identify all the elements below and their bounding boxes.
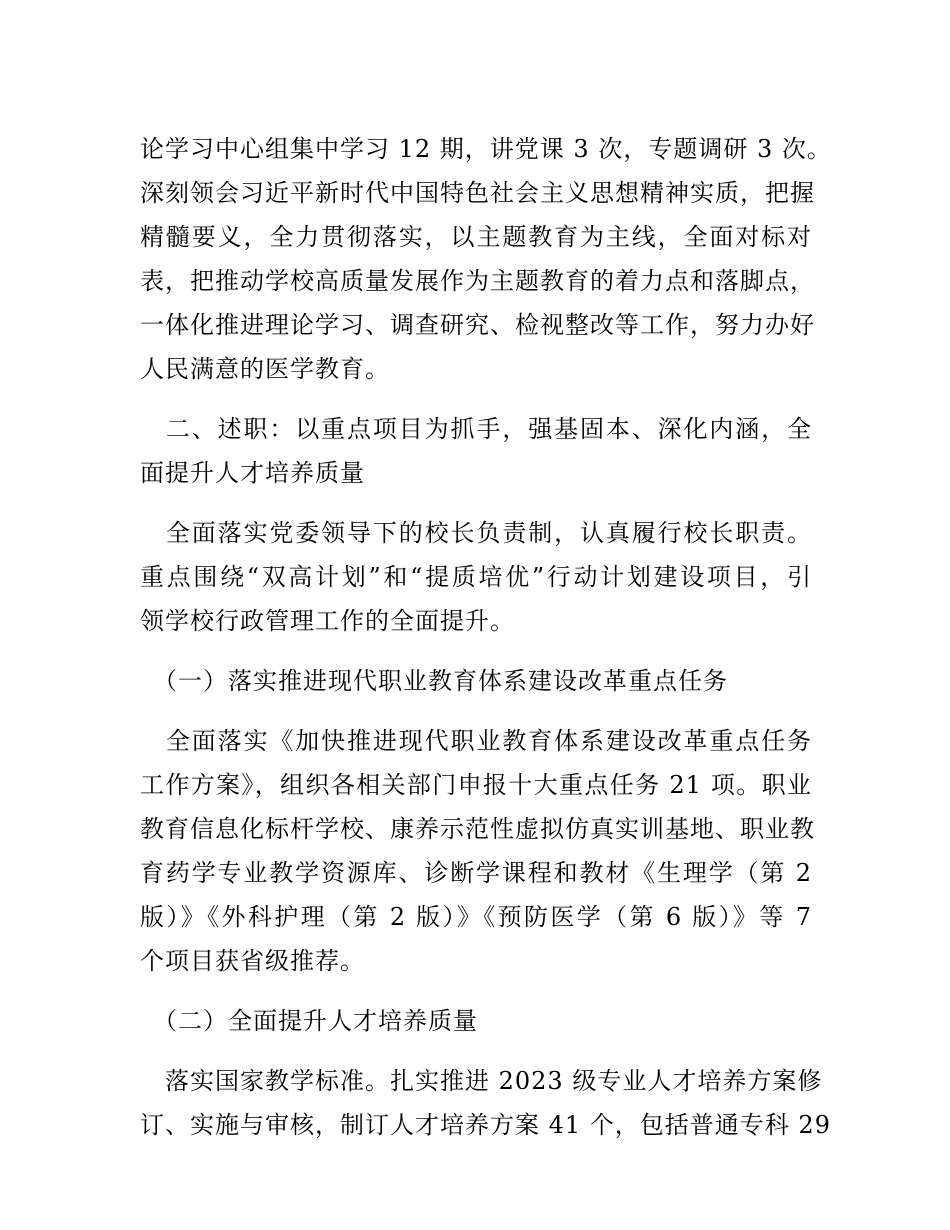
paragraph-spacer <box>140 1043 812 1059</box>
text-line: 教育信息化标杆学校、康养示范性虚拟仿真实训基地、职业教 <box>140 815 815 843</box>
subheading-2 <box>140 999 812 1043</box>
text-line: 落实国家教学标准。扎实推进 2023 级专业人才培养方案修 <box>140 1067 823 1095</box>
subheading-1 <box>140 659 812 703</box>
text-line: 面提升人才培养质量 <box>140 459 365 487</box>
text-line: 一体化推进理论学习、调查研究、检视整改等工作，努力办好 <box>140 311 815 339</box>
text-line: 表，把推动学校高质量发展作为主题教育的着力点和落脚点， <box>140 267 815 295</box>
text-line: 领学校行政管理工作的全面提升。 <box>140 607 515 635</box>
paragraph-key-tasks <box>140 719 815 983</box>
text-line: 版）》《外科护理（第 2 版）》《预防医学（第 6 版）》等 7 <box>140 903 812 931</box>
text-line: 深刻领会习近平新时代中国特色社会主义思想精神实质，把握 <box>140 179 815 207</box>
text-line: 工作方案》，组织各相关部门申报十大重点任务 21 项。职业 <box>140 771 812 799</box>
text-line: （二）全面提升人才培养质量 <box>140 1007 478 1035</box>
paragraph-spacer <box>140 643 812 659</box>
text-line: 全面落实党委领导下的校长负责制，认真履行校长职责。 <box>140 519 812 547</box>
section-heading-duty-report <box>140 407 812 495</box>
text-line: 育药学专业教学资源库、诊断学课程和教材《生理学（第 2 <box>140 859 812 887</box>
text-line: 订、实施与审核，制订人才培养方案 41 个，包括普通专科 29 <box>140 1111 831 1139</box>
text-line: （一）落实推进现代职业教育体系建设改革重点任务 <box>140 667 728 695</box>
paragraph-teaching-standards <box>140 1059 831 1147</box>
paragraph-spacer <box>140 983 812 999</box>
text-line: 二、述职：以重点项目为抓手，强基固本、深化内涵，全 <box>140 415 812 443</box>
text-line: 重点围绕“双高计划”和“提质培优”行动计划建设项目，引 <box>140 563 812 591</box>
text-line: 人民满意的医学教育。 <box>140 355 390 383</box>
document-body <box>140 127 832 1147</box>
paragraph-principal-responsibility <box>140 511 812 643</box>
text-line: 精髓要义，全力贯彻落实，以主题教育为主线，全面对标对 <box>140 223 812 251</box>
paragraph-spacer <box>140 391 812 407</box>
paragraph-spacer <box>140 495 812 511</box>
text-line: 个项目获省级推荐。 <box>140 947 365 975</box>
text-line: 论学习中心组集中学习 12 期，讲党课 3 次，专题调研 3 次。 <box>140 135 832 163</box>
paragraph-spacer <box>140 703 812 719</box>
text-line: 全面落实《加快推进现代职业教育体系建设改革重点任务 <box>140 727 812 755</box>
paragraph-study-summary <box>140 127 832 391</box>
